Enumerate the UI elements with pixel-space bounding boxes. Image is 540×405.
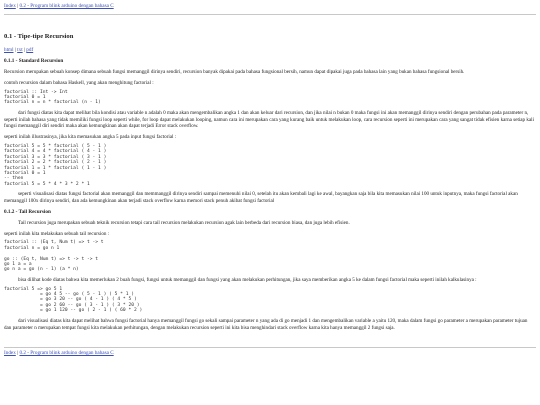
section-heading-tail-recursion: 0.1.2 - Tail Recursion bbox=[4, 208, 51, 215]
paragraph: dari fungsi diatas kita dapat melihat bila kondisi atau variable n adalah 0 maka akan mengembalikan angka 1 dan akan keluar dari recursion, dan jika nilai n bukan 0 maka fungsi ini akan memanggil dirinya sendiri dengan perubahan pada parameter n, seperti inilah bahasa yang tidak memiliki fungsi loop seperti while, for loop dapat melakukan looping, namun cara ini merupakan cara yang kurang baik untuk melakukan loop, cara recursion seperti ini merupakan cara yang sangat tidak efisien karna setiap kali fungsi memanggil diri sendiri maka akan kemungkinan akan dapat terjadi Error stack overflow. bbox=[4, 109, 534, 130]
format-separator: | bbox=[22, 47, 27, 53]
paragraph: seperti inilah illustrasinya, jika kita memasukan angka 5 pada input fungsi factorial : bbox=[4, 134, 177, 141]
bottom-breadcrumb bbox=[4, 350, 536, 357]
index-link[interactable]: Index bbox=[4, 350, 16, 357]
page bbox=[4, 3, 536, 357]
format-separator: | bbox=[13, 47, 18, 53]
breadcrumb-separator: | bbox=[15, 3, 20, 9]
paragraph: dari visualisasi diatas kita dapat melihat bahwa fungsi factorial hanya memanggil fungsi go sekali sampai parameter n yang ada di go menjadi 1 dan mengembalikan variable a yaitu 120, maka dalam fungsi go parameter a merupakan parameter tujuan dan parameter n merupakan tempat fungsi kita melakukan perhitungan, dengan melakukan recursion seperti ini kita bisa menghindari stack overflow karna kita hanya memanggil 2 fungsi saja. bbox=[4, 317, 528, 331]
paragraph: seperti visualisasi diatas fungsi factorial akan memanggil dan memmanggil dirinya sendiri sampai memenuhi nilai 0, setelah itu akan kembali lagi ke awal, bayangkan saja bila kita memasukan nilai 100 untuk inputnya, maka fungsi factorial akan memanggil 100x dirinya sendiri, dan ada kemungkinan akan terjadi stack overflow karna memori stack penuh akibat fungsi factorial bbox=[4, 191, 518, 205]
prev-page-link[interactable]: 0.2 - Program blink arduino dengan bahasa C bbox=[19, 3, 114, 9]
top-divider bbox=[4, 14, 536, 15]
pdf-format-link[interactable]: pdf bbox=[26, 47, 34, 53]
index-link[interactable]: Index bbox=[4, 3, 16, 9]
code-block: factorial :: Int -> Int factorial 0 = 1 factorial n = n * factorial (n - 1) bbox=[4, 89, 101, 106]
code-block: factorial :: (Eq t, Num t) => t -> t factorial n = go n 1 go :: (Eq t, Num t) => t -> t -> t go 1 a = a go n a = go (n - 1) (a * n) bbox=[4, 240, 104, 273]
top-breadcrumb bbox=[4, 3, 536, 10]
page-title: 0.1 - Tipe-tipe Recursion bbox=[4, 33, 74, 40]
prev-page-link[interactable]: 0.2 - Program blink arduino dengan bahasa C bbox=[19, 350, 114, 357]
section-heading-standard-recursion: 0.1.1 - Standard Recursion bbox=[4, 58, 64, 64]
txt-format-link[interactable]: txt bbox=[17, 47, 23, 53]
paragraph: Tail recursion juga merupakan sebuah teknik recursion tetapi cara tail recursion melakukan recursion agak lain berbeda dari recursion biasa, dan juga lebih efisien. bbox=[18, 219, 350, 226]
bottom-divider bbox=[4, 347, 536, 348]
paragraph: Recursion merupakan sebuah konsep dimana sebuah fungsi memanggil dirinya sendiri, recursion banyak dipakai pada bahasa fungsional bersih, namun dapat dipakai juga pada bahasa lain yang bukan bahasa fungsional bersih. bbox=[4, 69, 465, 75]
paragraph: bisa dilihat kode diatas bahwa kita memerlukan 2 buah fungsi, fungsi untuk memanggil dan fungsi yang akan melakukan perhitungan, jika saya memberikan angka 5 ke dalam fungsi factorial maka seperti inilah kalkulasinya : bbox=[18, 276, 477, 283]
code-block: factorial 5 = 5 * factorial ( 5 - 1 ) factorial 4 = 4 * factorial ( 4 - 1 ) factorial 3 = 3 * factorial ( 3 - 1 ) factorial 2 = 2 * factorial ( 2 - 1 ) factorial 1 = 1 * factorial ( 1 - 1 ) factorial 0 = 1 -- then factorial 5 = 5 * 4 * 3 * 2 * 1 bbox=[4, 144, 107, 187]
paragraph: seperti inilah kita melakukan sebuah tail recursion : bbox=[4, 230, 110, 237]
code-block: factorial 5 => go 5 1 = go 4 5 -- go ( 5 - 1 ) ( 5 * 1 ) = go 3 20 -- go ( 4 - 1 ) ( 4 * 5 ) = go 2 60 -- go ( 3 - 1 ) ( 3 * 20 ) = go 1 120 -- go ( 2 - 1 ) ( 60 * 2 ) bbox=[4, 286, 143, 314]
format-links bbox=[4, 47, 536, 54]
paragraph: contoh recursion dalam bahasa Haskell, yang akan menghitung factorial : bbox=[4, 79, 154, 86]
html-format-link[interactable]: html bbox=[4, 47, 14, 53]
breadcrumb-separator: | bbox=[15, 350, 20, 357]
